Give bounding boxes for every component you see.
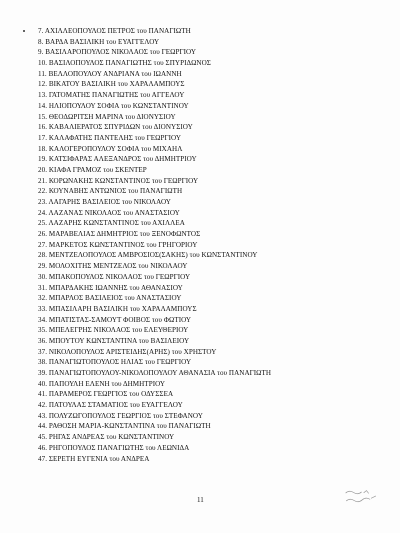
list-item: 40. ΠΑΠΟΥΛΗ ΕΛΕΝΗ του ΔΗΜΗΤΡΙΟΥ (38, 379, 166, 388)
list-item: 35. ΜΠΕΛΕΓΡΗΣ ΝΙΚΟΛΑΟΣ του ΕΛΕΥΘΕΡΙΟΥ (38, 326, 189, 335)
list-item: 45. ΡΗΓΑΣ ΑΝΔΡΕΑΣ του ΚΩΝΣΤΑΝΤΙΝΟΥ (38, 433, 175, 442)
list-item: 9. ΒΑΣΙΛΑΡΟΠΟΥΛΟΣ ΝΙΚΟΛΑΟΣ του ΓΕΩΡΓΙΟΥ (38, 48, 197, 57)
list-item: 17. ΚΑΛΑΦΑΤΗΣ ΠΑΝΤΕΛΗΣ του ΓΕΩΡΓΙΟΥ (38, 133, 182, 142)
list-item: 13. ΓΑΤΟΜΑΤΗΣ ΠΑΝΑΓΙΩΤΗΣ του ΑΓΓΕΛΟΥ (38, 91, 185, 100)
list-item: 38. ΠΑΝΑΓΙΩΤΟΠΟΥΛΟΣ ΗΛΙΑΣ του ΓΕΩΡΓΙΟΥ (38, 358, 192, 367)
list-item: 10. ΒΑΣΙΛΟΠΟΥΛΟΣ ΠΑΝΑΓΙΩΤΗΣ του ΣΠΥΡΙΔΩΝΟΣ (38, 59, 211, 68)
list-item: 16. ΚΑΒΑΛΙΕΡΑΤΟΣ ΣΠΥΡΙΔΩΝ του ΔΙΟΝΥΣΙΟΥ (38, 123, 193, 132)
list-item: 37. ΝΙΚΟΛΟΠΟΥΛΟΣ ΑΡΙΣΤΕΙΔΗΣ(ΑΡΗΣ) του ΧΡΗΣΤΟΥ (38, 347, 217, 356)
list-item: 29. ΜΟΛΟΧΙΤΗΣ ΜΕΝΤΖΕΛΟΣ του ΝΙΚΟΛΑΟΥ (38, 262, 188, 271)
list-item: 31. ΜΠΑΡΔΑΚΗΣ ΙΩΑΝΝΗΣ του ΑΘΑΝΑΣΙΟΥ (38, 283, 183, 292)
list-item: 18. ΚΑΛΟΓΕΡΟΠΟΥΛΟΥ ΣΟΦΙΑ του ΜΙΧΑΗΛ (38, 144, 183, 153)
list-item: 27. ΜΑΡΚΕΤΟΣ ΚΩΝΣΤΑΝΤΙΝΟΣ του ΓΡΗΓΟΡΙΟΥ (38, 240, 198, 249)
list-item: 41. ΠΑΡΑΜΕΡΟΣ ΓΕΩΡΓΙΟΣ του ΟΔΥΣΣΕΑ (38, 390, 174, 399)
list-item: 42. ΠΑΤΟΥΛΑΣ ΣΤΑΜΑΤΙΟΣ του ΕΥΑΓΓΕΛΟΥ (38, 401, 183, 410)
list-item: 14. ΗΛΙΟΠΟΥΛΟΥ ΣΟΦΙΑ του ΚΩΝΣΤΑΝΤΙΝΟΥ (38, 101, 189, 110)
name-list (38, 26, 271, 464)
list-item: 33. ΜΠΑΣΙΛΑΡΗ ΒΑΣΙΛΙΚΗ του ΧΑΡΑΛΑΜΠΟΥΣ (38, 304, 197, 313)
list-item: 28. ΜΕΝΤΖΕΛΟΠΟΥΛΟΣ ΑΜΒΡΟΣΙΟΣ(ΣΑΚΗΣ) του ΚΩΝΣΤΑΝΤΙΝΟΥ (38, 251, 258, 260)
list-item: 12. ΒΙΚΑΤΟΥ ΒΑΣΙΛΙΚΗ του ΧΑΡΑΛΑΜΠΟΥΣ (38, 80, 185, 89)
margin-dot (23, 30, 25, 32)
list-item: 11. ΒΕΛΛΟΠΟΥΛΟΥ ΑΝΔΡΙΑΝΑ του ΙΩΑΝΝΗ (38, 69, 182, 78)
list-item: 23. ΛΑΓΑΡΗΣ ΒΑΣΙΛΕΙΟΣ του ΝΙΚΟΛΑΟΥ (38, 198, 171, 206)
list-item: 34. ΜΠΑΤΙΣΤΑΣ-ΣΑΜΟΥΤ ΦΟΙΒΟΣ του ΦΩΤΙΟΥ (38, 315, 192, 324)
list-item: 32. ΜΠΑΡΛΟΣ ΒΑΣΙΛΕΙΟΣ του ΑΝΑΣΤΑΣΙΟΥ (38, 294, 182, 303)
list-item: 19. ΚΑΤΣΙΦΑΡΑΣ ΑΛΕΞΑΝΔΡΟΣ του ΔΗΜΗΤΡΙΟΥ (38, 155, 197, 164)
list-item: 43. ΠΟΛΥΖΩΓΟΠΟΥΛΟΣ ΓΕΩΡΓΙΟΣ του ΣΤΕΦΑΝΟΥ (38, 411, 203, 420)
list-item: 20. ΚΙΑΦΑ ΓΡΑΜΟΖ του ΣΚΕΝΤΕΡ (38, 165, 147, 174)
page-number: 11 (197, 496, 204, 504)
list-item: 36. ΜΠΟΥΤΟΥ ΚΩΝΣΤΑΝΤΙΝΑ του ΒΑΣΙΛΕΙΟΥ (38, 336, 190, 345)
list-item: 22. ΚΟΥΝΑΒΗΣ ΑΝΤΩΝΙΟΣ του ΠΑΝΑΓΙΩΤΗ (38, 187, 183, 196)
list-item: 44. ΡΑΘΟΣΗ ΜΑΡΙΑ-ΚΩΝΣΤΑΝΤΙΝΑ του ΠΑΝΑΓΙΩΤΗ (38, 422, 211, 431)
list-item: 24. ΛΑΖΑΝΑΣ ΝΙΚΟΛΑΟΣ του ΑΝΑΣΤΑΣΙΟΥ (38, 208, 180, 217)
list-item: 26. ΜΑΡΑΒΕΛΙΑΣ ΔΗΜΗΤΡΙΟΣ του ΞΕΝΟΦΩΝΤΟΣ (38, 230, 201, 239)
handwritten-marginalia (343, 487, 378, 509)
list-item: 25. ΛΑΖΑΡΗΣ ΚΩΝΣΤΑΝΤΙΝΟΣ του ΑΧΙΛΛΕΑ (38, 219, 185, 228)
list-item: 8. ΒΑΡΔΑ ΒΑΣΙΛΙΚΗ του ΕΥΑΓΓΕΛΟΥ (38, 37, 160, 46)
list-item: 47. ΣΕΡΕΤΗ ΕΥΓΕΝΙΑ του ΑΝΔΡΕΑ (38, 454, 150, 463)
scribble-mark (343, 487, 378, 505)
list-item: 30. ΜΠΑΚΟΠΟΥΛΟΣ ΝΙΚΟΛΑΟΣ του ΓΕΩΡΓΙΟΥ (38, 272, 191, 281)
list-item: 46. ΡΗΓΟΠΟΥΛΟΣ ΠΑΝΑΓΙΩΤΗΣ του ΛΕΩΝΙΔΑ (38, 443, 190, 452)
list-item: 21. ΚΟΡΩΝΑΚΗΣ ΚΩΝΣΤΑΝΤΙΝΟΣ του ΓΕΩΡΓΙΟΥ (38, 176, 199, 185)
list-item: 39. ΠΑΝΑΓΙΩΤΟΠΟΥΛΟΥ-ΝΙΚΟΛΟΠΟΥΛΟΥ ΑΘΑΝΑΣΙΑ του ΠΑΝΑΓΙΩΤΗ (38, 369, 272, 377)
list-item: 7. ΑΧΙΛΛΕΟΠΟΥΛΟΣ ΠΕΤΡΟΣ του ΠΑΝΑΓΙΩΤΗ (38, 27, 191, 35)
list-item: 15. ΘΕΟΔΩΡΙΤΣΗ ΜΑΡΙΝΑ του ΔΙΟΝΥΣΙΟΥ (38, 112, 176, 121)
